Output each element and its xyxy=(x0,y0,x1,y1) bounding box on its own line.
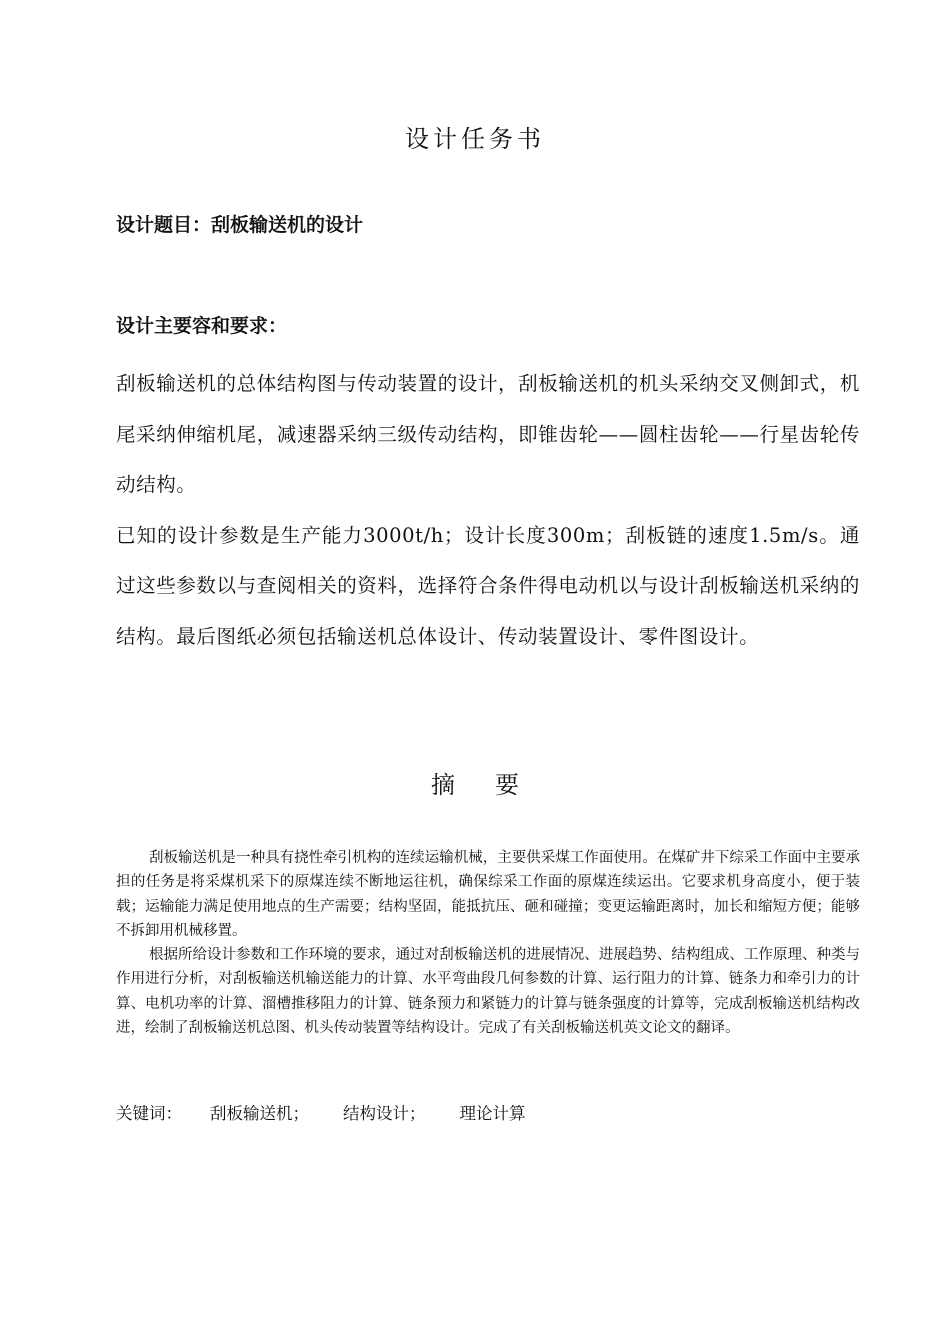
design-subject: 设计题目：刮板输送机的设计 xyxy=(116,214,364,236)
requirements-body xyxy=(116,359,860,662)
requirements-paragraph: 已知的设计参数是生产能力3000t/h；设计长度300m；刮板链的速度1.5m/s。通过这些参数以与查阅相关的资料，选择符合条件得电动机以与设计刮板输送机采纳的结构。最后图纸必须包括输送机总体设计、传动装置设计、零件图设计。 xyxy=(116,523,860,648)
keyword-item: 理论计算 xyxy=(459,1104,526,1123)
abstract-title-left: 摘 xyxy=(431,771,455,799)
abstract-paragraph: 刮板输送机是一种具有挠性牵引机构的连续运输机械，主要供采煤工作面使用。在煤矿井下综采工作面中主要承担的任务是将采煤机采下的原煤连续不断地运往机，确保综采工作面的原煤连续运出。它要求机身高度小，便于装载；运输能力满足使用地点的生产需要；结构坚固，能抵抗压、砸和碰撞；变更运输距离时，加长和缩短方便；能够不拆卸用机械移置。 xyxy=(116,850,860,939)
keywords-label: 关键词： xyxy=(116,1104,182,1123)
abstract-title-right: 要 xyxy=(495,771,519,799)
abstract-paragraph: 根据所给设计参数和工作环境的要求，通过对刮板输送机的进展情况、进展趋势、结构组成、工作原理、种类与作用进行分析，对刮板输送机输送能力的计算、水平弯曲段几何参数的计算、运行阻力的计算、链条力和牵引力的计算、电机功率的计算、溜槽推移阻力的计算、链条预力和紧链力的计算与链条强度的计算等，完成刮板输送机结构改进，绘制了刮板输送机总图、机头传动装置等结构设计。完成了有关刮板输送机英文论文的翻译。 xyxy=(116,947,860,1037)
keyword-item: 结构设计； xyxy=(343,1104,426,1123)
requirements-paragraph: 刮板输送机的总体结构图与传动装置的设计，刮板输送机的机头采纳交叉侧卸式，机尾采纳伸缩机尾，减速器采纳三级传动结构，即锥齿轮——圆柱齿轮——行星齿轮传动结构。 xyxy=(116,372,860,496)
requirements-heading: 设计主要容和要求： xyxy=(116,315,288,337)
abstract-body xyxy=(116,846,860,1040)
keywords-line xyxy=(116,1100,560,1128)
abstract-title xyxy=(0,768,950,802)
keyword-item: 刮板输送机； xyxy=(210,1104,309,1123)
task-book-title: 设计任务书 xyxy=(405,125,545,153)
